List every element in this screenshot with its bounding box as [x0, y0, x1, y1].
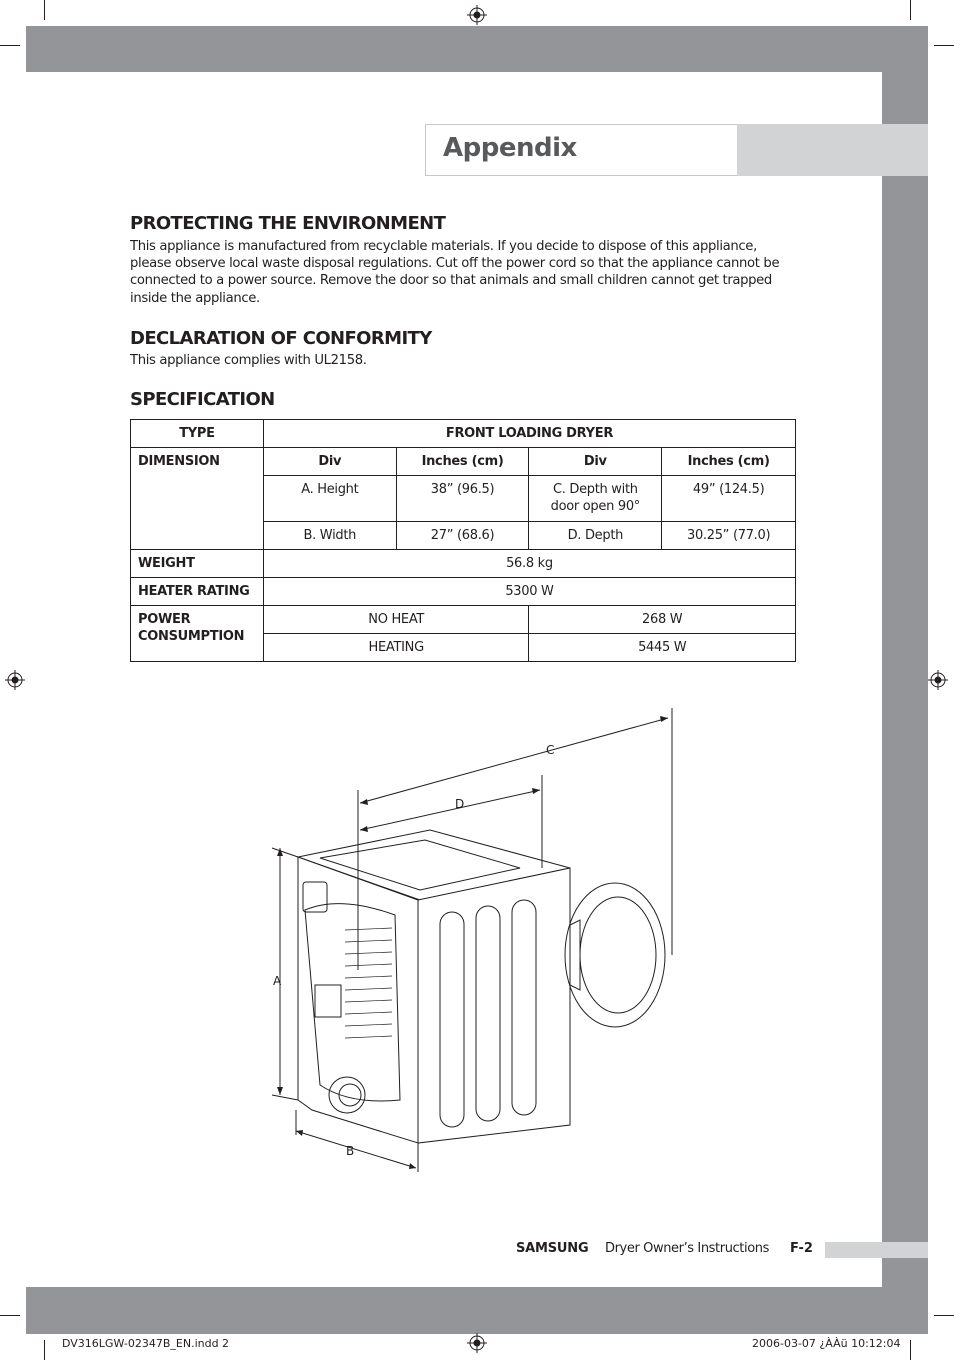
dimension-label: DIMENSION: [131, 448, 264, 550]
table-row: [131, 420, 796, 448]
bottom-band: [26, 1287, 928, 1334]
table-cell: B. Width: [263, 522, 396, 550]
arrow-head: [409, 1163, 416, 1169]
arrow-head: [360, 799, 368, 805]
table-cell: 49” (124.5): [662, 476, 796, 522]
diagram-label-d: D: [455, 797, 465, 811]
dimension-header: Inches (cm): [396, 448, 529, 476]
dryer-side-face: [418, 868, 570, 1143]
crop-mark: [44, 0, 45, 20]
type-label: TYPE: [131, 420, 264, 448]
footer-band: [825, 1242, 928, 1258]
dryer-door-glass: [580, 897, 656, 1013]
dimension-header: Div: [529, 448, 662, 476]
table-cell: 30.25” (77.0): [662, 522, 796, 550]
table-row: [131, 448, 796, 476]
dimension-header: Div: [263, 448, 396, 476]
arrow-head: [296, 1130, 303, 1136]
page-number: F-2: [790, 1241, 813, 1256]
table-row: [131, 578, 796, 606]
crop-mark: [910, 1340, 911, 1360]
heater-label: HEATER RATING: [131, 578, 264, 606]
crop-mark: [0, 1315, 20, 1316]
spec-table: [130, 419, 796, 662]
slug-file: DV316LGW-02347B_EN.indd 2: [62, 1337, 230, 1350]
diagram-label-c: C: [546, 743, 555, 757]
footer-text: Dryer Owner’s Instructions: [605, 1241, 769, 1256]
arrow-head: [277, 1087, 283, 1095]
registration-mark-icon: [467, 1333, 487, 1353]
table-cell: C. Depth with door open 90°: [529, 476, 662, 522]
power-label-line: CONSUMPTION: [138, 629, 245, 644]
environment-line: connected to a power source. Remove the door so that animals and small children cannot get trapped: [130, 273, 772, 289]
diagram-label-a: A: [273, 974, 282, 988]
table-cell: NO HEAT: [263, 606, 528, 634]
environment-paragraph: [130, 238, 810, 307]
table-row: [131, 550, 796, 578]
environment-line: inside the appliance.: [130, 290, 260, 306]
crop-mark: [44, 1340, 45, 1360]
heater-value: 5300 W: [263, 578, 795, 606]
arrow-head: [660, 716, 668, 722]
extension-line-a: [272, 1095, 298, 1100]
table-cell: 268 W: [529, 606, 796, 634]
crop-mark: [0, 45, 20, 46]
crop-mark: [910, 0, 911, 20]
registration-mark-icon: [928, 670, 948, 690]
specification-heading: SPECIFICATION: [130, 389, 275, 410]
crop-mark: [934, 45, 954, 46]
dryer-door-hinge: [570, 920, 580, 990]
weight-label: WEIGHT: [131, 550, 264, 578]
conformity-text: This appliance complies with UL2158.: [130, 353, 367, 368]
dryer-dimension-diagram: [260, 700, 700, 1180]
environment-line: please observe local waste disposal regulations. Cut off the power cord so that the appliance cannot be: [130, 256, 780, 272]
footer-brand: SAMSUNG: [516, 1241, 589, 1256]
table-cell: D. Depth: [529, 522, 662, 550]
table-cell: 38” (96.5): [396, 476, 529, 522]
right-band: [882, 26, 928, 1334]
crop-mark: [934, 1315, 954, 1316]
top-band: [26, 26, 928, 72]
registration-mark-icon: [467, 5, 487, 25]
power-label: [131, 606, 264, 662]
conformity-heading: DECLARATION OF CONFORMITY: [130, 328, 432, 349]
environment-line: This appliance is manufactured from recyclable materials. If you decide to dispose of this appliance,: [130, 239, 757, 254]
power-label-line: POWER: [138, 612, 191, 627]
page-title: Appendix: [443, 133, 577, 163]
dimension-line-c: [360, 718, 668, 803]
extension-line-a: [272, 848, 298, 857]
title-band: [737, 124, 928, 176]
registration-mark-icon: [5, 670, 25, 690]
type-value: FRONT LOADING DRYER: [263, 420, 795, 448]
environment-heading: PROTECTING THE ENVIRONMENT: [130, 213, 446, 234]
table-row: [131, 606, 796, 634]
table-cell: HEATING: [263, 634, 528, 662]
dimension-header: Inches (cm): [662, 448, 796, 476]
weight-value: 56.8 kg: [263, 550, 795, 578]
table-cell: A. Height: [263, 476, 396, 522]
table-cell: 5445 W: [529, 634, 796, 662]
arrow-head: [532, 788, 540, 794]
slug-timestamp: 2006-03-07 ¿ÀÀü 10:12:04: [752, 1337, 901, 1350]
table-cell: 27” (68.6): [396, 522, 529, 550]
diagram-label-b: B: [346, 1144, 355, 1158]
arrow-head: [360, 826, 368, 832]
